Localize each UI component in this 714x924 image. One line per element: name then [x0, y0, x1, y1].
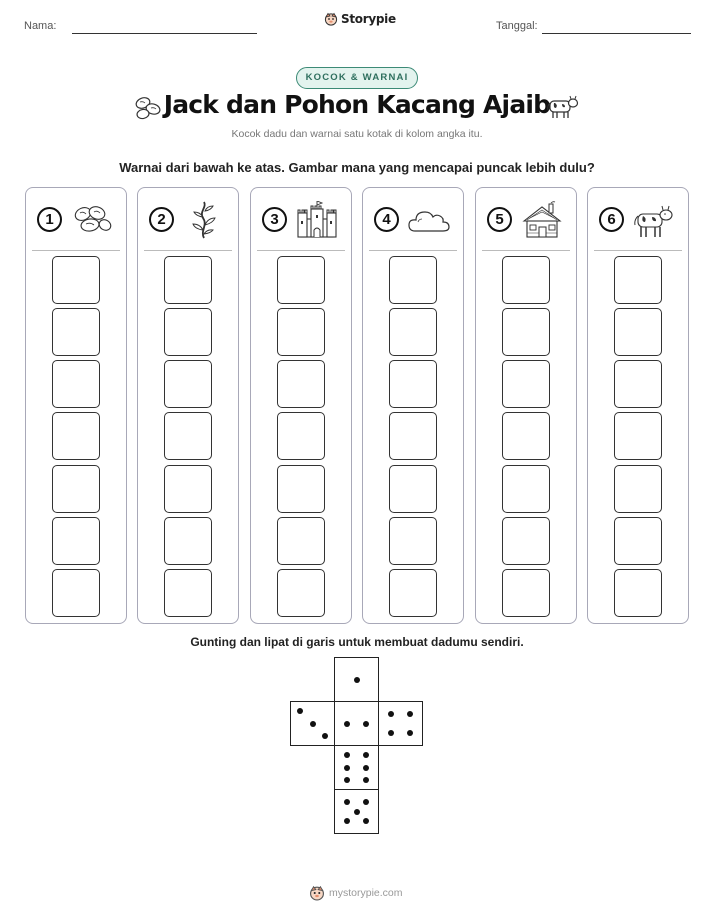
- color-box[interactable]: [389, 465, 437, 513]
- color-box[interactable]: [614, 412, 662, 460]
- brand-logo: [324, 12, 396, 26]
- color-box[interactable]: [502, 569, 550, 617]
- dice-column-3: [250, 187, 352, 624]
- cow-icon: [632, 201, 676, 239]
- die-face-5: [334, 789, 379, 834]
- die-pip: [344, 777, 350, 783]
- cow-decoration-icon: [546, 93, 580, 121]
- column-number: 4: [374, 207, 399, 232]
- beanstalk-icon: [182, 201, 226, 239]
- die-pip: [363, 818, 369, 824]
- die-pip: [322, 733, 328, 739]
- die-pip: [310, 721, 316, 727]
- color-box[interactable]: [502, 308, 550, 356]
- color-box[interactable]: [614, 465, 662, 513]
- color-box[interactable]: [164, 308, 212, 356]
- column-divider: [257, 250, 345, 251]
- color-box[interactable]: [502, 412, 550, 460]
- die-pip: [363, 777, 369, 783]
- die-pip: [297, 708, 303, 714]
- column-divider: [32, 250, 120, 251]
- cloud-icon: [407, 201, 451, 239]
- die-face-2: [334, 701, 379, 746]
- color-box[interactable]: [164, 412, 212, 460]
- color-box[interactable]: [389, 569, 437, 617]
- die-pip: [344, 799, 350, 805]
- column-number: 2: [149, 207, 174, 232]
- color-box[interactable]: [277, 412, 325, 460]
- color-box[interactable]: [164, 360, 212, 408]
- color-box[interactable]: [164, 517, 212, 565]
- color-box[interactable]: [52, 360, 100, 408]
- die-face-6: [334, 745, 379, 790]
- die-pip: [344, 752, 350, 758]
- footer-url: mystorypie.com: [329, 887, 403, 899]
- storypie-mascot-icon: [324, 12, 338, 26]
- color-box[interactable]: [277, 256, 325, 304]
- storypie-mascot-icon: [309, 885, 325, 901]
- color-box[interactable]: [52, 465, 100, 513]
- column-number: 6: [599, 207, 624, 232]
- die-face-3: [290, 701, 335, 746]
- color-box[interactable]: [277, 465, 325, 513]
- color-box[interactable]: [277, 308, 325, 356]
- column-divider: [144, 250, 232, 251]
- cottage-icon: [520, 201, 564, 239]
- color-box[interactable]: [52, 308, 100, 356]
- color-box[interactable]: [389, 308, 437, 356]
- instruction-text: Warnai dari bawah ke atas. Gambar mana yang mencapai puncak lebih dulu?: [119, 160, 595, 175]
- color-box[interactable]: [52, 256, 100, 304]
- die-pip: [354, 809, 360, 815]
- date-line[interactable]: [542, 33, 691, 34]
- dice-column-4: [362, 187, 464, 624]
- column-divider: [594, 250, 682, 251]
- brand-name: Storypie: [341, 12, 396, 26]
- column-number: 3: [262, 207, 287, 232]
- color-box[interactable]: [502, 256, 550, 304]
- color-box[interactable]: [389, 517, 437, 565]
- date-label: Tanggal:: [496, 20, 538, 32]
- dice-column-6: [587, 187, 689, 624]
- color-box[interactable]: [164, 569, 212, 617]
- color-box[interactable]: [164, 256, 212, 304]
- die-face-1: [334, 657, 379, 702]
- color-box[interactable]: [277, 569, 325, 617]
- color-box[interactable]: [277, 517, 325, 565]
- magic-beans-icon: [70, 201, 114, 239]
- subtitle: Kocok dadu dan warnai satu kotak di kolom angka itu.: [231, 128, 483, 140]
- die-pip: [363, 752, 369, 758]
- color-box[interactable]: [614, 517, 662, 565]
- column-number: 1: [37, 207, 62, 232]
- die-pip: [344, 721, 350, 727]
- color-box[interactable]: [614, 360, 662, 408]
- cut-instruction: Gunting dan lipat di garis untuk membuat dadumu sendiri.: [190, 635, 524, 649]
- page-title: Jack dan Pohon Kacang Ajaib: [163, 90, 551, 119]
- color-box[interactable]: [614, 569, 662, 617]
- dice-column-1: [25, 187, 127, 624]
- column-divider: [369, 250, 457, 251]
- die-pip: [363, 765, 369, 771]
- die-pip: [354, 677, 360, 683]
- die-pip: [407, 730, 413, 736]
- color-box[interactable]: [389, 256, 437, 304]
- color-box[interactable]: [52, 412, 100, 460]
- die-pip: [407, 711, 413, 717]
- color-box[interactable]: [614, 308, 662, 356]
- dice-column-5: [475, 187, 577, 624]
- column-divider: [482, 250, 570, 251]
- name-label: Nama:: [24, 20, 57, 32]
- die-pip: [344, 765, 350, 771]
- color-box[interactable]: [52, 517, 100, 565]
- dice-column-2: [137, 187, 239, 624]
- footer: [309, 885, 403, 901]
- color-box[interactable]: [502, 360, 550, 408]
- color-box[interactable]: [502, 517, 550, 565]
- die-pip: [388, 711, 394, 717]
- die-pip: [363, 721, 369, 727]
- castle-icon: [295, 201, 339, 239]
- die-face-4: [378, 701, 423, 746]
- die-pip: [363, 799, 369, 805]
- color-box[interactable]: [52, 569, 100, 617]
- name-line[interactable]: [72, 33, 257, 34]
- die-pip: [388, 730, 394, 736]
- color-box[interactable]: [502, 465, 550, 513]
- color-box[interactable]: [389, 412, 437, 460]
- color-box[interactable]: [277, 360, 325, 408]
- column-number: 5: [487, 207, 512, 232]
- color-box[interactable]: [614, 256, 662, 304]
- color-box[interactable]: [164, 465, 212, 513]
- color-box[interactable]: [389, 360, 437, 408]
- die-pip: [344, 818, 350, 824]
- activity-badge: KOCOK & WARNAI: [296, 67, 418, 89]
